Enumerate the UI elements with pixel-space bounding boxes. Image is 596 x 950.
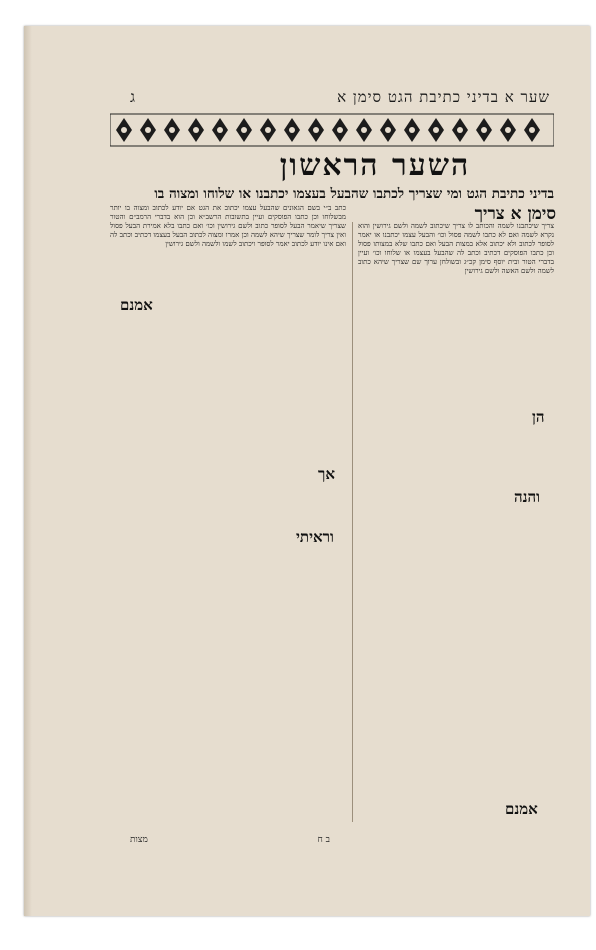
running-title: שער א בדיני כתיבת הגט סימן א [337, 88, 550, 106]
lemma-amen-upper: אמנם [120, 296, 153, 314]
running-header [130, 88, 550, 107]
column-divider [352, 222, 353, 822]
commentary-column: כתב ב״י בשם הגאונים שהבעל עצמו יכתוב את הגט אם יודע לכתוב ומצוה בו יותר מבשלוחו וכן כתבו הפוסקים ועיין בתשובות הרשב״א וכן הוא בדברי הרמב״ם והטור שצריך שיאמר הבעל לסופר כתוב ולשם גירושין וכו׳ ואם כתבו בלא אמירת הבעל פסול ואין צריך לומר שצריך שיהא לשמה וכן אמרו ומצוה לכתוב הבעל בעצמו דכתיב וכתב לה ואם אינו יודע לכתוב יאמר לסופר ויכתוב לשמו ולשמה ולשם גירושין [110, 204, 346, 248]
lemma-akh: אך [318, 465, 335, 483]
ornamental-border [110, 112, 554, 148]
lemma-amen-lower: אמנם [505, 800, 538, 818]
catchword-line [130, 834, 330, 845]
page-gutter [24, 26, 32, 916]
main-text-column: צריך שיכתבנו לשמה והכותב לו צריך שיכתוב לשמה ולשם גירושין והוא נקרא לשמה ואם לא כתבו לשמה פסול וכו׳ והבעל עצמו יכתבנו או יאמר לסופר לכתוב ולא יכתוב אלא במצות הבעל ואם כתבו שלא במצותו פסול וכן כתבו הפוסקים דכתיב וכתב לה שהבעל בעצמו או שלוחו וכו׳ ועיין בדברי הטור ובית יוסף סימן קכ״ג ובשולחן ערוך שם שצריך שיהא כתוב לשמה ולשם האשה ולשם גירושין [358, 222, 554, 275]
chapter-subtitle: בדיני כתיבת הגט ומי שצריך לכתבו שהבעל בעצמו יכתבנו או שלוחו ומצוה בו [154, 186, 554, 202]
catchword: מצות [130, 835, 148, 845]
folio-number: ג [130, 88, 136, 106]
lemma-vehineh: והנה [514, 488, 540, 506]
lemma-han: הן [532, 408, 545, 426]
lemma-veraiti: וראיתי [296, 528, 334, 546]
siman-heading: סימן א צריך [474, 204, 556, 224]
signature-mark: ב ח [317, 835, 330, 845]
gate-title: השער הראשון [279, 148, 471, 183]
